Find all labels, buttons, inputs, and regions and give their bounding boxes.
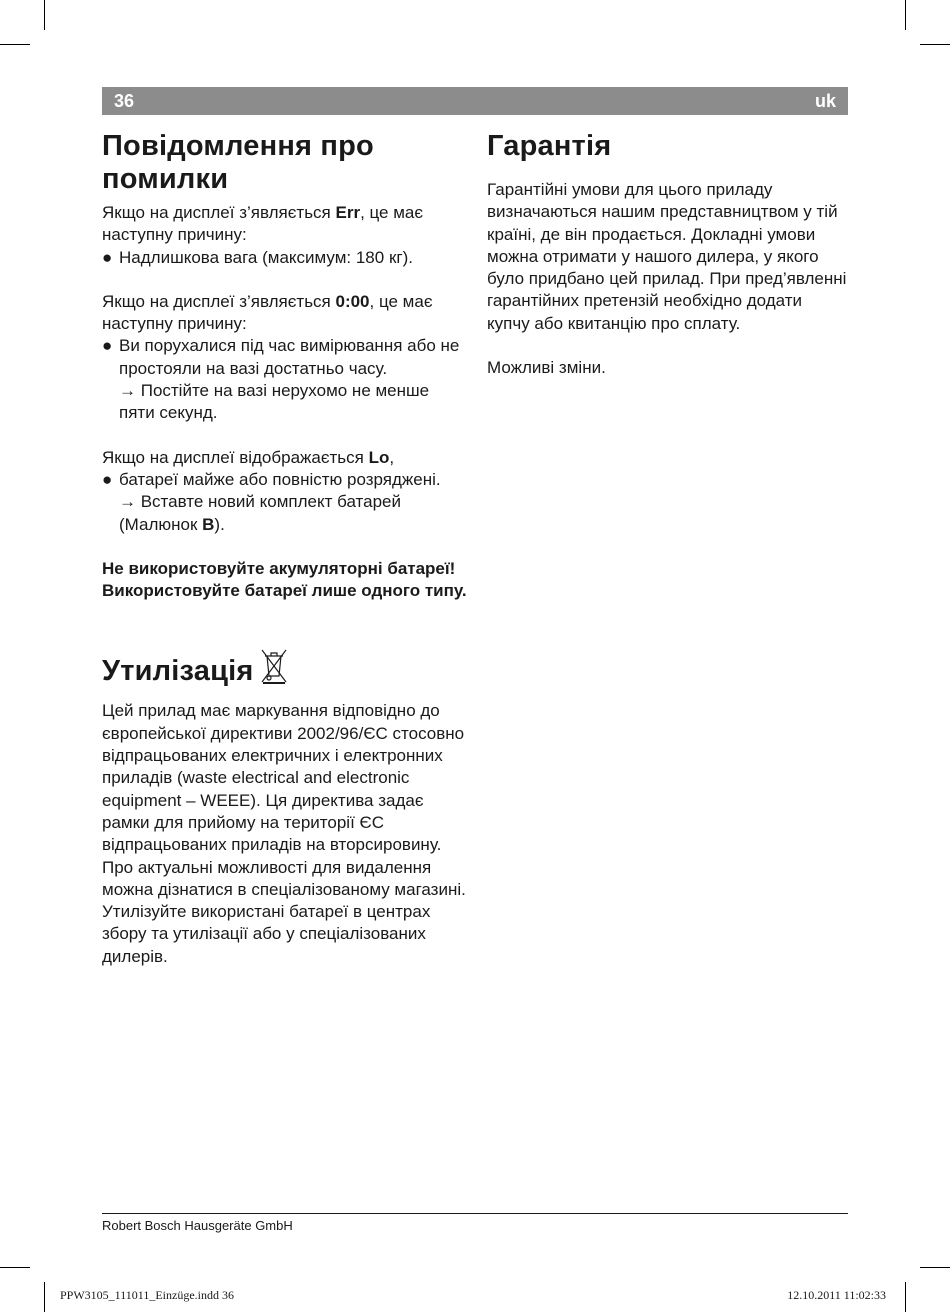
err-code: Err <box>335 203 361 222</box>
print-slug-file: PPW3105_111011_Einzüge.indd 36 <box>60 1288 234 1302</box>
crop-mark <box>44 0 45 30</box>
print-slug-date: 12.10.2011 11:02:33 <box>787 1288 886 1302</box>
disposal-paragraph-2: Про актуальні можливості для видалення можна дізнатися в спеціалізованому магазині. <box>102 857 466 899</box>
crop-mark <box>920 1267 950 1268</box>
disposal-paragraph-1: Цей прилад має маркування відповідно до європейської директиви 2002/96/ЄС стосовно відпрацьованих електричних і електронних приладів (waste electrical and electronic equipment – WEEE). Ця директива задає рамки для прийому на території ЄС відпрацьованих приладів на вторсировину. <box>102 701 465 855</box>
zero-code: 0:00 <box>335 291 370 311</box>
errors-heading: Повідомлення про помилки <box>102 130 374 195</box>
list-item <box>102 335 467 424</box>
bullet-text: Надлишкова вага (максимум: 180 кг). <box>119 247 413 267</box>
crop-mark <box>920 44 950 45</box>
crop-mark <box>905 1282 906 1312</box>
text-run: , це має наступну причину: <box>102 291 433 334</box>
bullet-text: батареї майже або повністю розряджені. <box>119 469 441 489</box>
disposal-paragraph-3: Утилізуйте використані батареї в центрах збору та утилізації або у спеціалізованих дилерів. <box>102 902 431 966</box>
text-run: , <box>389 447 395 467</box>
page-header-bar <box>102 87 848 115</box>
disposal-heading <box>102 648 467 692</box>
text-run: Якщо на дисплеї з’являється <box>102 203 336 222</box>
crop-mark <box>44 1282 45 1312</box>
bullet-text: Ви поруxалися під час вимірювання або не простояли на вазі достатньо часу. <box>119 336 460 378</box>
right-column <box>487 130 848 379</box>
lo-code: Lo <box>368 447 390 467</box>
crop-mark <box>0 1267 30 1268</box>
page-number: 36 <box>114 91 135 111</box>
disposal-title: Утилізація <box>102 655 254 688</box>
crop-mark <box>0 44 30 45</box>
bullet-icon: ● <box>102 336 113 356</box>
zero-paragraph <box>102 291 467 336</box>
bullet-icon: ● <box>102 469 113 489</box>
language-code: uk <box>814 91 836 111</box>
text-run: , це має наступну причину: <box>102 203 424 245</box>
list-item <box>102 247 467 269</box>
list-item <box>102 469 467 536</box>
bullet-icon: ● <box>102 247 113 267</box>
text-run: Якщо на дисплеї відображається <box>102 447 369 467</box>
lo-paragraph <box>102 447 467 469</box>
left-column <box>102 130 467 968</box>
footer-rule <box>102 1213 848 1214</box>
text-run: → Вставте новий комплект батарей (Малюнок <box>119 492 402 534</box>
bullet-action-text: → Постійте на вазі нерухомо не менше пяти секунд. <box>119 381 430 423</box>
crossed-out-wheelie-bin-icon <box>260 648 288 692</box>
crop-mark <box>905 0 906 30</box>
footer-company: Robert Bosch Hausgeräte GmbH <box>102 1218 293 1233</box>
changes-note: Можливі зміни. <box>487 358 606 378</box>
battery-warning: Не використовуйте акумуляторні батареї! Використовуйте батареї лише одного типу. <box>102 558 467 601</box>
warranty-heading: Гарантія <box>487 130 612 162</box>
err-paragraph <box>102 202 467 247</box>
warranty-paragraph: Гарантійні умови для цього приладу визначаються нашим представництвом у тій країні, де він продається. Докладні умови можна отримати у нашого дилера, у якого було придбано цей прилад. При пред’явленні гарантійних претензій необхідно додати купчу або квитанцію про сплату. <box>487 180 847 333</box>
text-run: Якщо на дисплеї з’являється <box>102 291 336 311</box>
text-run: ). <box>214 514 225 534</box>
bullet-action-text <box>119 491 467 536</box>
figure-ref: B <box>202 514 215 534</box>
